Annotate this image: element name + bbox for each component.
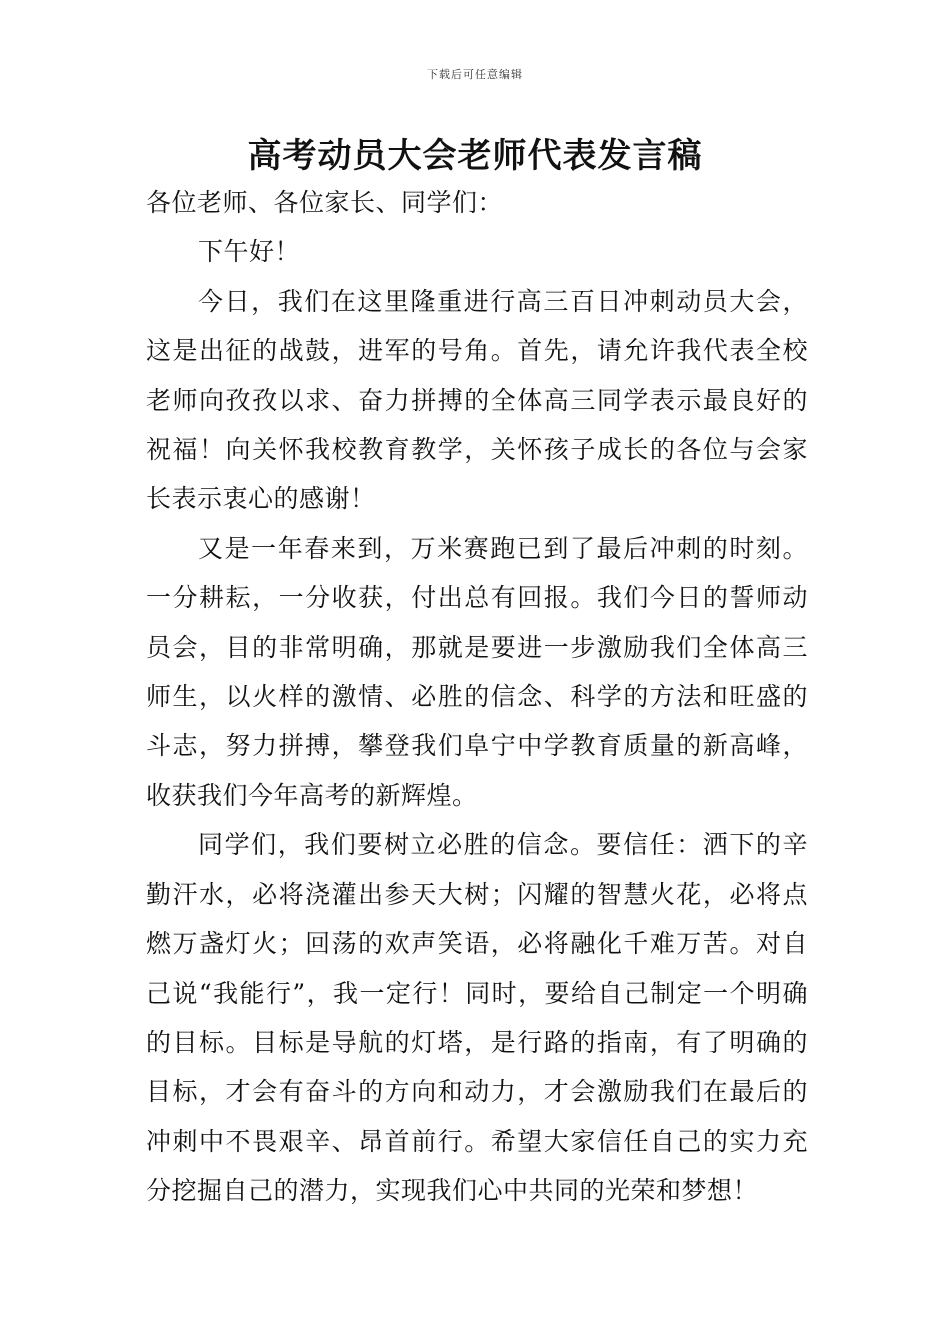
header-note: 下载后可任意编辑 — [427, 68, 523, 81]
paragraph-belief: 同学们，我们要树立必胜的信念。要信任：洒下的辛勤汗水，必将浇灌出参天大树；闪耀的智慧火花，必将点燃万盏灯火；回荡的欢声笑语，必将融化千难万苦。对自己说“我能行”，我一定行！同时，要给自己制定一个明确的目标。目标是导航的灯塔，是行路的指南，有了明确的目标，才会有奋斗的方向和动力，才会激励我们在最后的冲刺中不畏艰辛、昂首前行。希望大家信任自己的实力充分挖掘自己的潜力，实现我们心中共同的光荣和梦想！ — [146, 830, 808, 1206]
paragraph-motivation: 又是一年春来到，万米赛跑已到了最后冲刺的时刻。一分耕耘，一分收获，付出总有回报。我们今日的誓师动员会，目的非常明确，那就是要进一步激励我们全体高三师生，以火样的激情、必胜的信念、科学的方法和旺盛的斗志，努力拼搏，攀登我们阜宁中学教育质量的新高峰，收获我们今年高考的新辉煌。 — [146, 533, 808, 810]
paragraph-opening: 今日，我们在这里隆重进行高三百日冲刺动员大会，这是出征的战鼓，进军的号角。首先，请允许我代表全校老师向孜孜以求、奋力拼搏的全体高三同学表示最良好的祝福！向关怀我校教育教学，关怀孩子成长的各位与会家长表示衷心的感谢！ — [146, 286, 808, 514]
document-body — [146, 178, 808, 1216]
salutation: 各位老师、各位家长、同学们： — [146, 188, 504, 217]
document-title: 高考动员大会老师代表发言稿 — [247, 136, 703, 176]
paragraph-greeting: 下午好！ — [198, 237, 301, 267]
